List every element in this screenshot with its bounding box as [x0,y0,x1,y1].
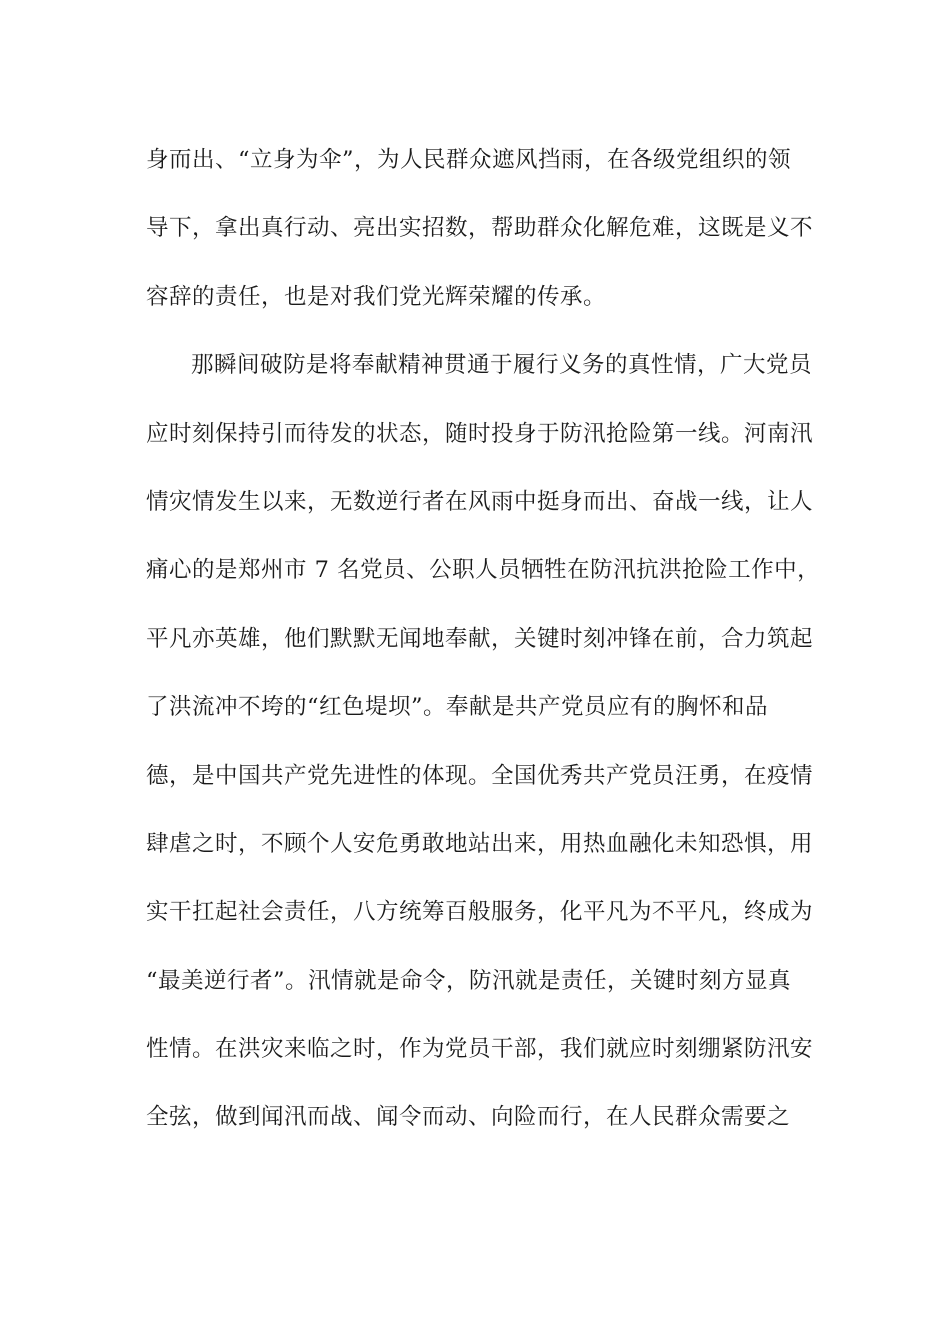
text-line-7: 痛心的是郑州市 7 名党员、公职人员牺牲在防汛抗洪抢险工作中， [146,557,821,584]
text-line-13: “最美逆行者”。汛情就是命令，防汛就是责任，关键时刻方显真 [146,967,792,994]
text-line-1: 身而出、“立身为伞”，为人民群众遮风挡雨，在各级党组织的领 [146,147,792,173]
text-line-2: 导下，拿出真行动、亮出实招数，帮助群众化解危难，这既是义不 [146,215,814,242]
text-line-3: 容辞的责任，也是对我们党光辉荣耀的传承。 [146,283,607,310]
body-text [146,126,821,1152]
text-line-6: 情灾情发生以来，无数逆行者在风雨中挺身而出、奋战一线，让人 [146,488,814,515]
text-line-14: 性情。在洪灾来临之时，作为党员干部，我们就应时刻绷紧防汛安 [146,1036,814,1063]
text-line-12: 实干扛起社会责任，八方统筹百般服务，化平凡为不平凡，终成为 [146,899,814,926]
text-line-15: 全弦，做到闻汛而战、闻令而动、向险而行，在人民群众需要之 [146,1104,791,1131]
text-line-4-paragraph-start: 那瞬间破防是将奉献精神贯通于履行义务的真性情，广大党员 [191,352,813,379]
text-line-8: 平凡亦英雄，他们默默无闻地奉献，关键时刻冲锋在前，合力筑起 [146,625,814,652]
text-line-5: 应时刻保持引而待发的状态，随时投身于防汛抢险第一线。河南汛 [146,420,814,447]
text-line-9: 了洪流冲不垮的“红色堤坝”。奉献是共产党员应有的胸怀和品 [146,694,769,721]
text-line-10: 德，是中国共产党先进性的体现。全国优秀共产党员汪勇，在疫情 [146,762,814,789]
text-line-11: 肆虐之时，不顾个人安危勇敢地站出来，用热血融化未知恐惧，用 [146,830,814,857]
